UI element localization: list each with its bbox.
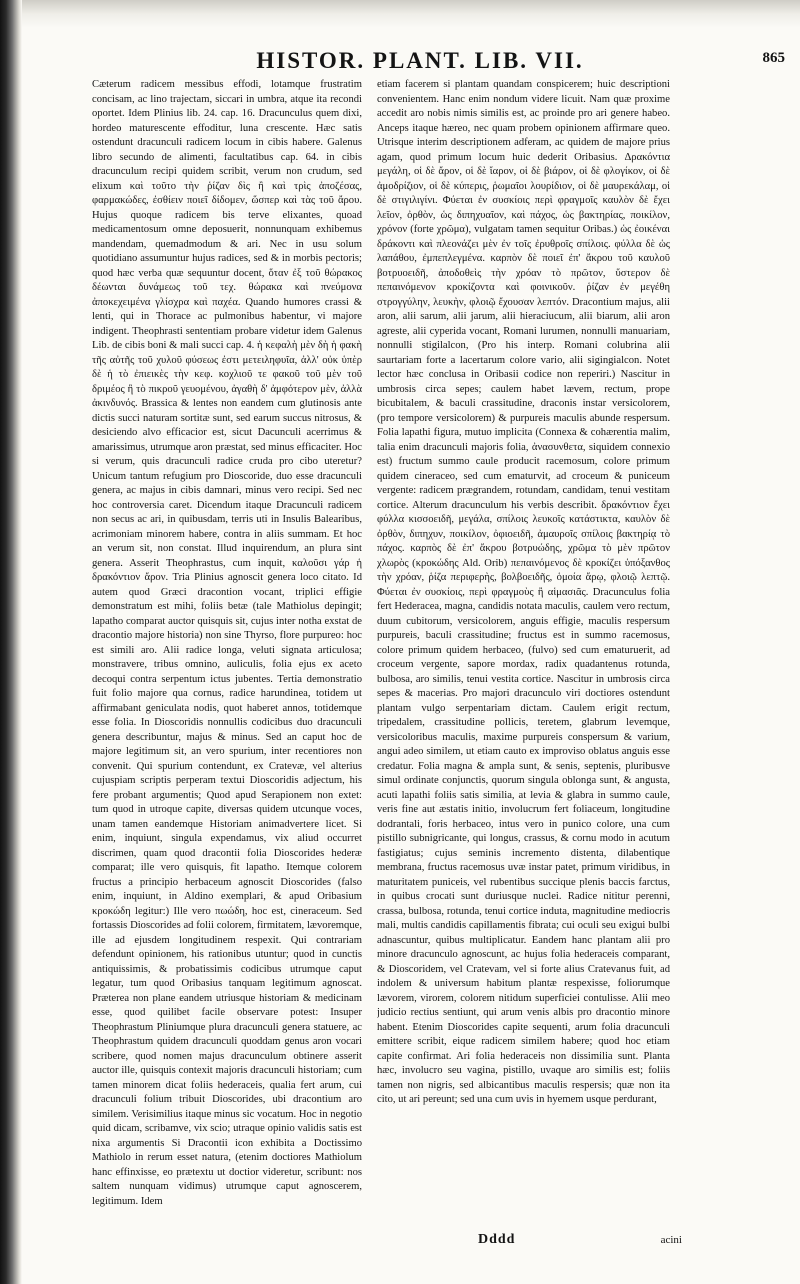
catchword: acini xyxy=(660,1234,682,1246)
right-column-text: etiam facerem si plantam quandam conspicerem; huic descriptioni convenientem. Hanc enim nondum videre licuit. Nam quæ proxime accedit aro nobis nimis similis est, ac proinde pro ari genere habeo. Anceps itaque hæreo, nec quam probem opinionem affirmare queo. Utrisque interim descriptionem adferam, ac quidem de majore prius agam, quod primum locum huic dederit Oribasius. Δρακόντια μεγάλη, οἱ δὲ ἄρον, οἱ δὲ ἴαρον, οἱ δὲ βιάρον, οἱ δὲ φλογίκον, οἱ δὲ ἀμοδρίζιον, οἱ δὲ κύπερις, ῥωμαῖοι λουρίδιον, οἱ δὲ μαυρεκάλαμ, οἱ δὲ στιγιλιγίνι. Φύεται ἐν συσκίοις περὶ φραγμοῖς καυλὸν δὲ ἔχει λεῖον, ὀρθὸν, ὡς διπηχυαῖον, καὶ πάχος, ὡς βακτηρίας, ποικίλον, χρόνον (forte χρῶμα), vulgatam tamen sequitur Oribas.) ὡς ἐοικέναι δράκοντι καὶ πλεονάζει μὲν ἐν τοῖς ἐρυθροῖς σπίλοις. φύλλα δὲ ὡς λαπάθου, ἐμπεπλεγμένα. καρπὸν δὲ ποιεῖ ἐπ' ἄκρου τοῦ καυλοῦ βοτρυοειδῆ, ἀποδοθεὶς τὴν χρόαν τὸ πρῶτον, ὕστερον δὲ πεπαινόμενον κροκίζοντα καὶ φοινικοῦν. ῥίζαν ἐν μεγέθη στρογγύλην, λευκὴν, φλοιῷ ἔχουσαν λεπτόν. Dracontium majus, alii aron, alii sarum, alii jarum, alii hieraciucum, alii biarum, alii aron agreste, alii cyperida vocant, Romani lurumen, nonnulli manuariam, nonnulli stigilalcon, (Pro his interp. Romani colubrina alii saurtariam forte a lacertarum colore vario, alii sigingialcon. Notet lector hæc conclusa in Oribasii codice non reperiri.) Nascitur in umbrosis circa sepes; caulem habet lævem, rectum, prope bicubitalem, & baculi crassitudine, draconis instar versicolorem, (pro tempore versicolorem) & purpureis maculis abunde respersum. Folia lapathi figura, mutuo implicita (Connexa & cohærentia malim, talia enim dracunculi majoris folia, ἀνασυνθετα, siquidem connexio est) fructum summo caule producit racemosum, colore primum quidem cineraceo, sed cum ematurvit, ad croceum & puniceum vergente: radicem prægrandem, rotundam, candidam, tenui vestitam cortice. Alterum dracunculum his verbis describit. δρακόντιον ἔχει φύλλα κισσοειδῆ, μεγάλα, σπίλοις λευκοῖς κατάστικτα, καυλὸν δὲ ὀρθὸν, διπηχυν, ποικίλον, ὀφιοειδῆ, ἀμαυροῖς σπίλοις βακτηρίᾳ τὸ πάχος. καρπὸς δὲ ἐπ' ἄκρου βοτρυώδης, χρῶμα τὸ μὲν πρῶτον χλωρὸς (κροκώδης Ald. Orib) πεπαινόμενος δὲ κροκίζει ὑπόξανθος τὴν χρόαν, ῥίζα περιφερὴς, βολβοειδῆς, ὁμοία ἄρῳ, φλοιῷ λεπτῷ. Φύεται ἐν συσκίοις, περὶ φραγμοὺς ἢ αἱμασιᾶς. Dracunculus folia fert Hederacea, magna, candidis notata maculis, caulem vero rectum, duum cubitorum, versicolorem, anguis effigie, maculis respersum purpureis, baculi crassitudine; fructus est in summo racemosus, colore primum quidem herbaceo, (fulvo) sed cum ematuruerit, ad croceum vergente, sapore mordax, radix quadantenus rotunda, bulbosa, aro similis, tenui vestita cortice. Nascitur in umbrosis circa sepes & macerias. Pro majori dracunculo viri doctiores ostendunt plantam vulgo serpentariam dictam. Caulem erigit rectum, tripedalem, crassitudine pollicis, teretem, glabrum levemque, versicoloribus maculis, maxime purpureis conspersum & varium, angui adeo similem, ut etiam cauto ex improviso oblatus anguis esse credatur. Folia magna & ampla sunt, & senis, septenis, pluribusve simul ordinate conjunctis, quorum singula oblonga sunt, & angusta, acuti lapathi foliis satis similia, at levia & glabra in summo caule, veris fine aut æstatis initio, involucrum fert foliaceum, longitudine dodrantali, foris herbaceo, intus vero in punico colore, una cum pistillo subnigricante, qui longus, crassus, & cornu modo in acutum fastigiatus; cujus seminis incremento distenta, dilabentique membrana, fructus racemosus uvæ instar patet, primum viridibus, in maturitatem puniceis, vel rubentibus succique plenis baccis farctus, in quibus crocati sunt duriusque nuclei. Radice nititur perenni, crassa, bulbosa, rotunda, tenui cortice induta, magnitudine mediocris mali, multis candidis capillamentis fibrata; cui oculi seu exigui bulbi adnascuntur, quibus multiplicatur. Eandem hanc plantam alii pro minore dracunculo agnoscunt, ac hujus folia hederaceis comparant, & Dioscoridem, vel Cratevam, vel si forte alius Cratevanus fuit, ad indolem & universum habitum plantæ respexisse, foliorumque lævorem, virorem, colorem nitidum superficiei contulisse. Alii meo judicio rectius sentiunt, qui arum venis albis pro dracontio minore habent. Etenim Dioscorides capite sequenti, arum folia dracunculi emittere scribit, eique radicem similem habere; quod hoc etiam capite confirmat. Ari folia hederaceis non dissimilia sunt. Planta hæc, involucro seu vagina, pistillo, uvaque aro similis est; foliis tamen non nigris, sed albicantibus maculis respersis; quæ non ita cito, ut ari pereunt; sed una cum uvis in hyemem usque perdurant, xyxy=(377,79,670,1105)
scan-shadow-top xyxy=(0,0,800,28)
left-text-column xyxy=(92,78,362,1228)
binding-shadow xyxy=(0,0,22,1284)
right-text-column xyxy=(377,78,670,1228)
page-header xyxy=(0,48,800,76)
left-column-text: Cæterum radicem messibus effodi, lotamque frustratim concisam, ac lino trajectam, siccari in umbra, atque ita recondi oportet. Idem Plinius lib. 24. cap. 16. Dracunculus quem dixi, hordeo maturescente effoditur, luna crescente. Hæc satis ostendunt dracunculi radicem locum in cibis habere. Galenus libro secundo de alimenti, facultatibus cap. 64. in cibis dracunculum recipi quidem scribit, verum non crudum, sed elixum καὶ τοῦτο τὴν ῥίζαν δὶς ἢ καὶ τρὶς ἀποζέσας, φαρμακώδες, ἐσθίειν ποιεῖ δίδομεν, ὥσπερ καὶ τὰς τοῦ ἄρου. Hujus quoque radicem bis terve elixantes, quoad medicamentosum omne deposuerit, nonnunquam exhibemus mandendam, quemadmodum & ari. Nec in usu solum quotidiano assumuntur hujus radices, sed & in morbis pectoris; quod hæc verba quæ sequuntur docent, ὅταν ἐξ τοῦ θώρακος δέωνται δυνάμεως τοῦ τεχ. θώρακα καὶ πνεύμονα ἀποκεχειμένα γλίσχρα καὶ παχέα. Quando humores crassi & lenti, qui in Thorace ac pulmonibus habentur, vi majore indigent. Theophrasti sententiam probare videtur idem Galenus Lib. de cibis boni & mali succi cap. 4. ἡ κεφαλὴ μὲν δὴ ἡ φακὴ τῆς αὐτῆς τοῦ χυλοῦ φύσεως ἐστι μετειληφυῖα, ἀλλ' οὐκ ὑπὲρ δὲ ἡ τὸ ἐπιεικὲς τὴν κεφ. κοχλιοῦ τε φακοῦ τοῦ μὲν τοῦ δριμέος ἢ τὸ πικροῦ γευομένου, ἀγαθὴ δ' ἀμφότερον μὲν, ἀλλὰ ἀκινδυνός. Brassica & lentes non eandem cum glutinosis ante dictis succi naturam sortitæ sunt, sed earum succus nitrosus, & desiciendo alvo efficacior est, sicut Dacunculi acerrimus & amarissimus, utrumque aron præstat, sed minus efficaciter. Hoc si verum, quis dracunculi radice cruda pro cibo uteretur? Unicum tantum refugium pro Dioscoride, duo esse dracunculi genera, ac majus in cibis damnari, minus vero recipi. Sed nec hoc controversia caret. Dicendum itaque Dracunculi radicem non secus ac ari, in quibusdam, terris uti in Insulis Balearibus, acrimoniam minorem habere, contra in aliis summam. Et hoc an verum sit, non constat. Illud inquirendum, an plura sint genera. Asserit Theophrastus, cum inquit, καλοῦσι γάρ ἡ δρακόντιον ἄρον. Tria Plinius agnoscit genera loco citato. Id autem quod Græci dracontion vocant, triplici effigie demonstratum est mihi, foliis betæ (tale Mathiolus depingit; lapatho comparat auctor quisquis sit, cujus inter notha exstat de dracontio majore historia) non sine Thyrso, flore purpureo: hoc est simili aro. Alii radice longa, veluti signata articulosa; monstravere, tribus omnino, auliculis, folia ejus ex aceto decoqui contra serpentum ictus jubentes. Tertia demonstratio fuit folio majore qua cornus, radice harundinea, totidem ut affirmabant geniculata nodis, quot haberet annos, totidemque esse folia. In Dioscoridis nonnullis codicibus duo dracunculi genera describuntur, majus & minus. Sed an caput hoc de majore legitimum sit, an vero spurium, inter recentiores non convenit. Qui spurium contendunt, ex Cratevæ, vel alterius cujuspiam scriptis perperam textui Dioscoridis adjectum, his fere probant argumentis; Quod apud Serapionem non extet: tum quod in utroque capite, diversas quidem utcunque voces, unam tamen eandemque Historiam animadvertere licet. Si enim, inquiunt, singula expendamus, vix aliud occurret discrimen, quam quod dracontii folia Dioscorides hederæ comparat; ille vero quisquis, fit lapatho. Itemque colorem fructus a principio herbaceum agnoscit Dioscorides (falso enim, inquiunt, in Aldino exemplari, & apud Oribasium κροκώδη legitur:) Ille vero πωώδη, hoc est, cineraceum. Sed fortassis Dioscorides ad folii colorem, firmitatem, lævoremque, ille ad ejusdem longitudinem respexit. Qui contrariam defendunt opinionem, his rationibus utuntur; quod in cunctis antiquissimis, & probatissimis codicibus utrumque caput legatur, tum quod Oribasius tanquam legitimum agnoscat. Præterea non plane eandem utriusque historiam & medicinam esse, quod quilibet facile observare potest: Insuper Theophrastum Pliniumque plura dracunculi genera statuere, ac Theophrastum quidem dracunculi quoddam genus aron vocari scribere, quod nomen majus dracunculum obtinere asserit auctor ille, quisquis contexit majoris dracunculi historiam; cum tamen minorem dicat foliis hederaceis, qualia fert arum, cui dracunculi folium tribuit Dioscorides, ubi dracontium aro similem. Verisimilius itaque minus sic vocatum. Hoc in negotio quid dicam, scribamve, vix scio; utraque opinio validis satis est nixa argumentis Si Dracontii icon exhibita a Doctissimo Mathiolo in rerum esset natura, (etenim doctiores Mathiolum hanc effinxisse, eo prætextu ut doctior videretur, scribunt: nos saltem nunquam vidimus) utrumque caput agnoscerem, legitimum. Idem xyxy=(92,79,362,1207)
running-title: HISTOR. PLANT. LIB. VII. xyxy=(256,48,584,73)
page-number: 865 xyxy=(762,50,785,66)
signature-mark: Dddd xyxy=(478,1232,516,1247)
